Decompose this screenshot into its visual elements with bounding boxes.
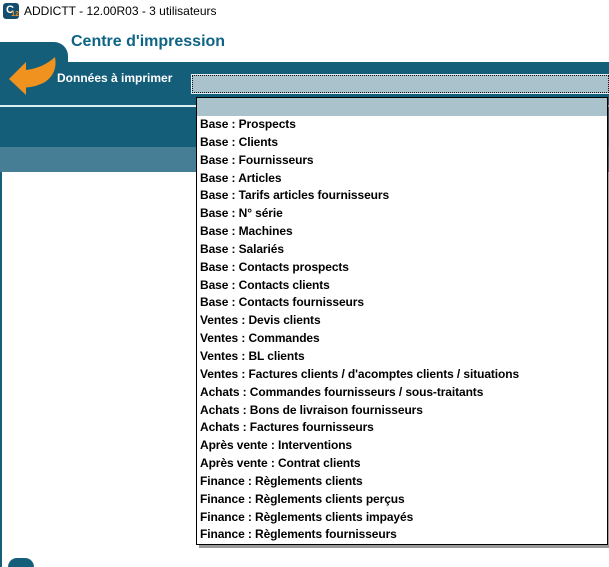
dropdown-item[interactable]: Achats : Factures fournisseurs	[197, 419, 607, 437]
dropdown-item[interactable]: Finance : Règlements fournisseurs	[197, 526, 607, 544]
dropdown-item[interactable]: Ventes : BL clients	[197, 348, 607, 366]
page-title: Centre d'impression	[71, 33, 226, 50]
donnees-a-imprimer-combobox[interactable]	[192, 75, 609, 93]
window-titlebar	[0, 0, 609, 24]
dropdown-item[interactable]: Base : Contacts clients	[197, 277, 607, 295]
dropdown-item[interactable]: Ventes : Commandes	[197, 330, 607, 348]
dropdown-item-blank[interactable]	[197, 98, 607, 116]
dropdown-item[interactable]: Base : N° série	[197, 205, 607, 223]
app-icon-letter: C	[6, 4, 14, 16]
dropdown-item[interactable]: Finance : Règlements clients	[197, 473, 607, 491]
dropdown-item[interactable]: Base : Contacts prospects	[197, 259, 607, 277]
bottom-left-panel-corner	[8, 558, 34, 567]
dropdown-item[interactable]: Base : Clients	[197, 134, 607, 152]
dropdown-item[interactable]: Base : Contacts fournisseurs	[197, 294, 607, 312]
dropdown-item[interactable]: Base : Articles	[197, 170, 607, 188]
dropdown-item[interactable]: Base : Tarifs articles fournisseurs	[197, 187, 607, 205]
dropdown-item[interactable]: Ventes : Devis clients	[197, 312, 607, 330]
dropdown-item[interactable]: Ventes : Factures clients / d'acomptes clients / situations	[197, 366, 607, 384]
dropdown-item[interactable]: Base : Machines	[197, 223, 607, 241]
window-title: ADDICTT - 12.00R03 - 3 utilisateurs	[24, 4, 217, 18]
dropdown-list[interactable]	[196, 97, 608, 545]
dropdown-item[interactable]: Finance : Règlements clients perçus	[197, 491, 607, 509]
dropdown-item[interactable]: Achats : Commandes fournisseurs / sous-traitants	[197, 384, 607, 402]
dropdown-item[interactable]: Finance : Règlements clients impayés	[197, 509, 607, 527]
dropdown-item[interactable]: Base : Salariés	[197, 241, 607, 259]
app-icon	[3, 3, 19, 19]
dropdown-item[interactable]: Achats : Bons de livraison fournisseurs	[197, 402, 607, 420]
dropdown-item[interactable]: Base : Fournisseurs	[197, 152, 607, 170]
dropdown-item[interactable]: Après vente : Contrat clients	[197, 455, 607, 473]
back-arrow-shape	[9, 57, 56, 95]
field-label-donnees-a-imprimer: Données à imprimer	[57, 71, 173, 85]
dropdown-item[interactable]: Après vente : Interventions	[197, 437, 607, 455]
left-border-line	[0, 172, 2, 567]
back-arrow-icon[interactable]	[7, 56, 59, 96]
app-icon-badge: 12	[11, 11, 19, 18]
dropdown-item[interactable]: Base : Prospects	[197, 116, 607, 134]
